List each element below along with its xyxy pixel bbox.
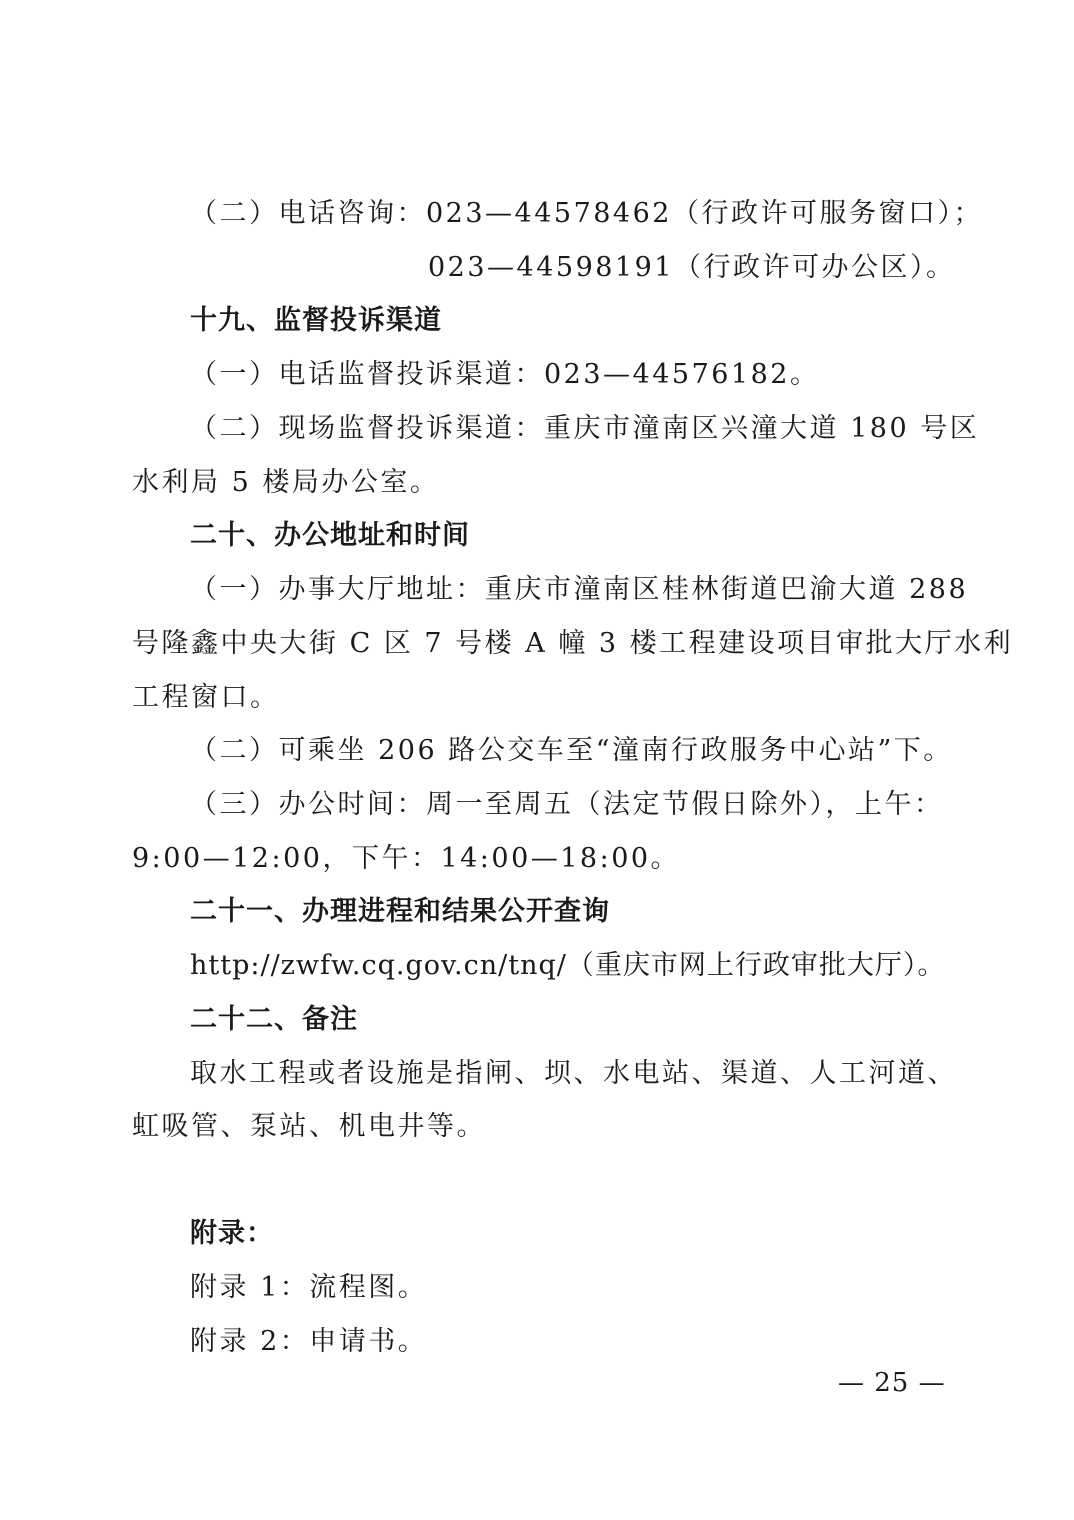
section-19-heading: 十九、监督投诉渠道: [190, 305, 442, 336]
page-number: — 25 —: [838, 1368, 946, 1398]
hall-address-line-1: （一）办事大厅地址：重庆市潼南区桂林街道巴渝大道 288: [190, 574, 969, 605]
appendix-item-1: 附录 1：流程图。: [190, 1272, 428, 1303]
office-hours-line-2: 9:00—12:00，下午：14:00—18:00。: [132, 843, 681, 874]
office-hours-line-1: （三）办公时间：周一至周五（法定节假日除外），上午：: [190, 789, 944, 820]
complaint-phone: （一）电话监督投诉渠道：023—44576182。: [190, 359, 820, 390]
hall-address-line-2: 号隆鑫中央大街 C 区 7 号楼 A 幢 3 楼工程建设项目审批大厅水利: [132, 628, 1014, 659]
section-21-heading: 二十一、办理进程和结果公开查询: [190, 896, 610, 927]
phone-consult-line-2: 023—44598191（行政许可办公区）。: [428, 252, 956, 283]
query-url-line: http://zwfw.cq.gov.cn/tnq/（重庆市网上行政审批大厅）。: [190, 950, 946, 981]
hall-address-line-3: 工程窗口。: [132, 682, 280, 713]
remark-line-1: 取水工程或者设施是指闸、坝、水电站、渠道、人工河道、: [190, 1058, 957, 1089]
complaint-onsite-line-2: 水利局 5 楼局办公室。: [132, 467, 440, 498]
section-22-heading: 二十二、备注: [190, 1004, 358, 1035]
remark-line-2: 虹吸管、泵站、机电井等。: [132, 1111, 486, 1142]
phone-consult-line-1: （二）电话咨询：023—44578462（行政许可服务窗口）；: [190, 198, 983, 229]
complaint-onsite-line-1: （二）现场监督投诉渠道：重庆市潼南区兴潼大道 180 号区: [190, 413, 980, 444]
section-20-heading: 二十、办公地址和时间: [190, 520, 470, 551]
appendix-item-2: 附录 2：申请书。: [190, 1326, 428, 1357]
bus-route: （二）可乘坐 206 路公交车至“潼南行政服务中心站”下。: [190, 735, 953, 766]
appendix-heading: 附录：: [190, 1218, 274, 1249]
